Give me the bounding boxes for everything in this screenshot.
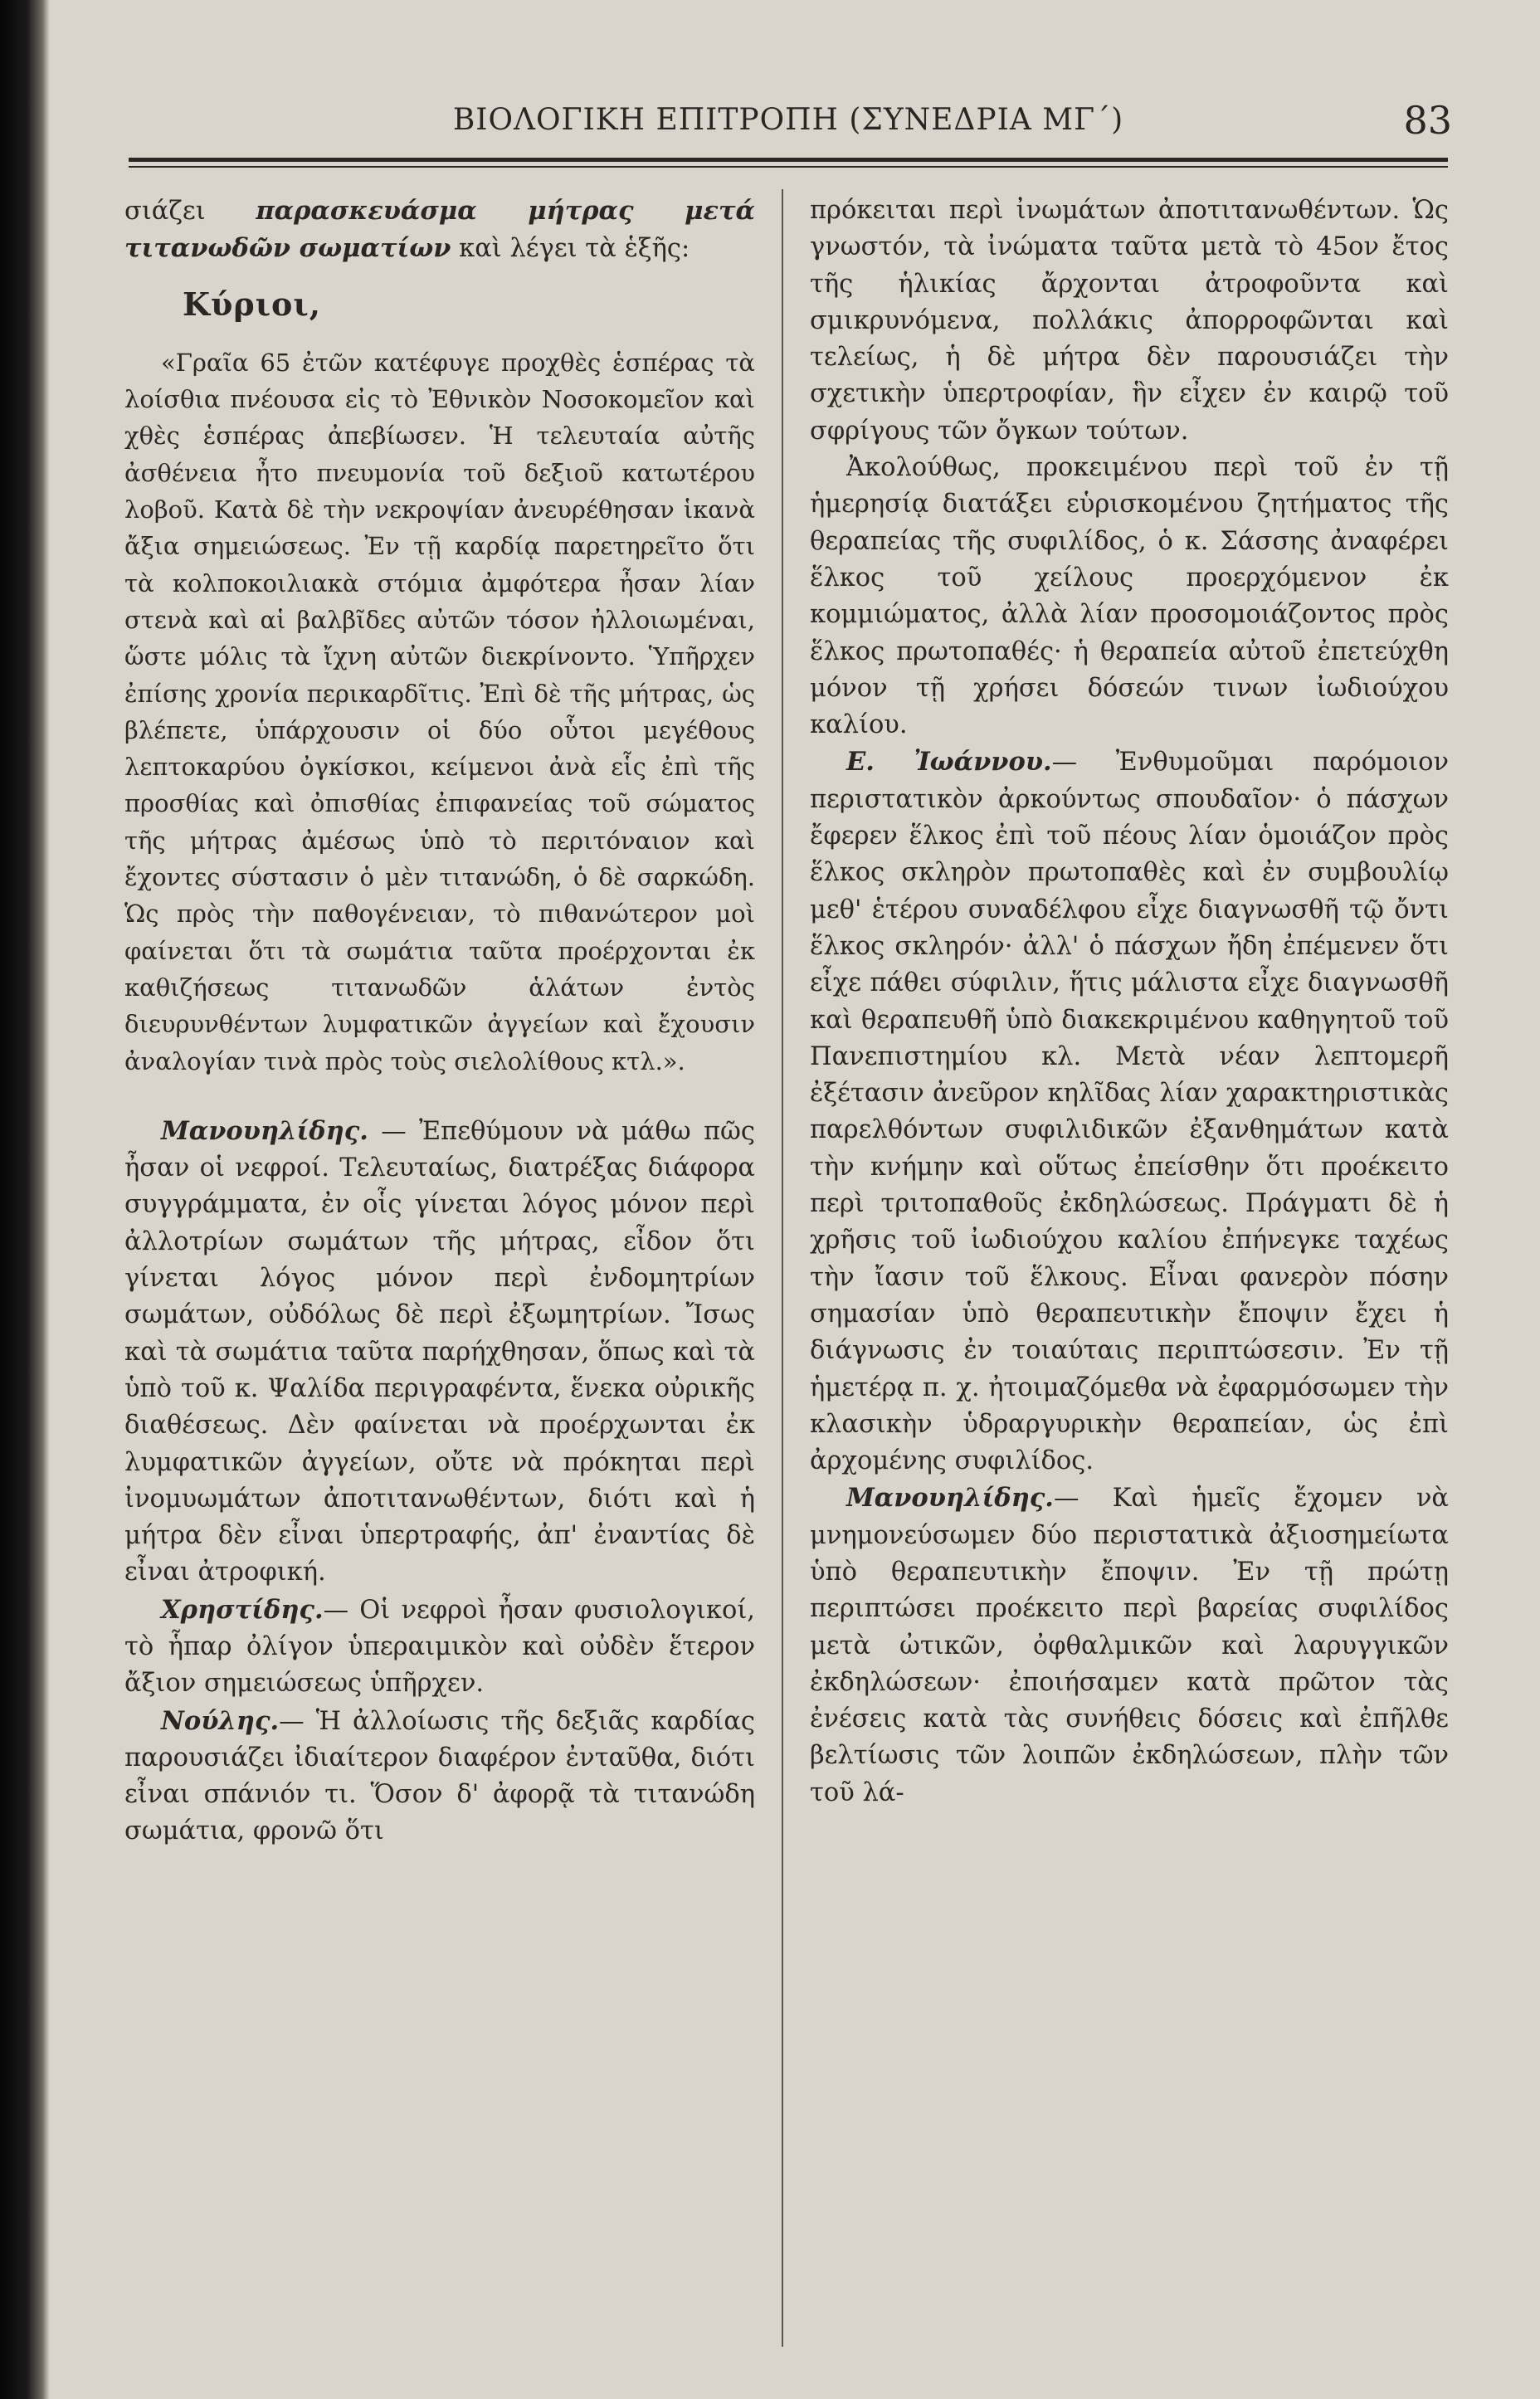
speaker-name: Νούλης. <box>161 1705 280 1736</box>
speaker-name: Μανουηλίδης. <box>161 1115 368 1146</box>
speaker-text: — Καὶ ἡμεῖς ἔχομεν νὰ μνημονεύσωμεν δύο περιστατικὰ ἀξιοσημείωτα ὑπὸ θεραπευτικὴν ἔποψιν. Ἐν τῇ πρώτῃ περιπτώσει προέκειτο περὶ βαρείας συφιλίδος μετὰ ὠτικῶν, ὀφθαλμικῶν καὶ λαρυγγικῶν ἐκδηλώσεων· ἐποιήσαμεν κατὰ πρῶτον τὰς ἐνέσεις κατὰ τὰς συνήθεις δόσεις καὶ ἐπῆλθε βελτίωσις τῶν λοιπῶν ἐκδηλώσεων, πλὴν τῶν τοῦ λά- <box>810 1484 1449 1807</box>
case-report-quote: «Γραῖα 65 ἐτῶν κατέφυγε προχθὲς ἑσπέρας τὰ λοίσθια πνέουσα εἰς τὸ Ἐθνικὸν Νοσοκομεῖον καὶ χθὲς ἑσπέρας ἀπεβίωσεν. Ἡ τελευταία αὐτῆς ἀσθένεια ἦτο πνευμονία τοῦ δεξιοῦ κατωτέρου λοβοῦ. Κατὰ δὲ τὴν νεκροψίαν ἀνευρέθησαν ἱκανὰ ἄξια σημειώσεως. Ἐν τῇ καρδίᾳ παρετηρεῖτο ὅτι τὰ κολποκοιλιακὰ στόμια ἀμφότερα ἦσαν λίαν στενὰ καὶ αἱ βαλβῖδες αὐτῶν τόσον ἠλλοιωμέναι, ὥστε μόλις τὰ ἴχνη αὐτῶν διεκρίνοντο. Ὑπῆρχεν ἐπίσης χρονία περικαρδῖτις. Ἐπὶ δὲ τῆς μήτρας, ὡς βλέπετε, ὑπάρχουσιν οἱ δύο οὗτοι μεγέθους λεπτοκαρύου ὀγκίσκοι, κείμενοι ἀνὰ εἷς ἐπὶ τῆς προσθίας καὶ ὀπισθίας ἐπιφανείας τοῦ σώματος τῆς μήτρας ἀμέσως ὑπὸ τὸ περιτόναιον καὶ ἔχοντες σύστασιν ὁ μὲν τιτανώδη, ὁ δὲ σαρκώδη. Ὡς πρὸς τὴν παθογένειαν, τὸ πιθανώτερον μοὶ φαίνεται ὅτι τὰ σωμάτια ταῦτα προέρχονται ἐκ καθιζήσεως τιτανωδῶν ἁλάτων ἐντὸς διευρυνθέντων λυμφατικῶν ἀγγείων καὶ ἔχουσιν ἀναλογίαν τινὰ πρὸς τοὺς σιελολίθους κτλ.». <box>124 348 755 1075</box>
page-header <box>124 98 1452 148</box>
speaker-name: Χρηστίδης. <box>161 1594 324 1625</box>
page-number: 83 <box>1403 98 1452 143</box>
salutation: Κύριοι, <box>183 285 322 323</box>
intro-text: σιάζει <box>124 197 256 226</box>
speaker-paragraph <box>810 744 1449 1480</box>
header-rule-thick <box>129 158 1448 162</box>
intro-text-end: καὶ λέγει τὰ ἑξῆς: <box>451 234 690 264</box>
spacer <box>124 1080 755 1113</box>
speaker-text: — Ἐνθυμοῦμαι παρόμοιον περιστατικὸν ἀρκούντως σπουδαῖον· ὁ πάσχων ἔφερεν ἕλκος ἐπὶ τοῦ πέους λίαν ὁμοιάζον πρὸς ἕλκος σκληρὸν πρωτοπαθὲς καὶ ἐν συμβουλίῳ μεθ' ἑτέρου συναδέλφου εἶχε διαγνωσθῆ τῷ ὄντι ἕλκος σκληρόν· ἀλλ' ὁ πάσχων ἤδη ἐπέμενεν ὅτι εἶχε πάθει σύφιλιν, ἥτις μάλιστα εἶχε διαγνωσθῆ καὶ θεραπευθῆ ὑπὸ διακεκριμένου καθηγητοῦ τοῦ Πανεπιστημίου κλ. Μετὰ νέαν λεπτομερῆ ἐξέτασιν ἀνεῦρον κηλῖδας λίαν χαρακτηριστικὰς παρελθόντων συφιλιδικῶν ἐξανθημάτων κατὰ τὴν κνήμην καὶ οὕτως ἐπείσθην ὅτι προέκειτο περὶ τριτοπαθοῦς ἐκδηλώσεως. Πράγματι δὲ ἡ χρῆσις τοῦ ἰωδιούχου καλίου ἐπήνεγκε ταχέως τὴν ἴασιν τοῦ ἕλκους. Εἶναι φανερὸν πόσην σημασίαν ὑπὸ θεραπευτικὴν ἔποψιν ἔχει ἡ διάγνωσις ἐν τοιαύταις περιπτώσεσιν. Ἐν τῇ ἡμετέρᾳ π. χ. ἠτοιμαζόμεθα νὰ ἐφαρμόσωμεν τὴν κλασικὴν ὑδραργυρικὴν θεραπείαν, ὡς ἐπὶ ἀρχομένης συφιλίδος. <box>810 748 1449 1476</box>
left-column <box>124 193 755 1850</box>
speaker-paragraph <box>124 1592 755 1703</box>
speaker-paragraph <box>124 1113 755 1592</box>
column-divider <box>782 189 783 2347</box>
book-spine-shadow <box>0 0 50 2399</box>
speaker-text: — Ἡ ἀλλοίωσις τῆς δεξιᾶς καρδίας παρουσιάζει ἰδιαίτερον διαφέρον ἐνταῦθα, διότι εἶναι σπάνιόν τι. Ὅσον δ' ἀφορᾷ τὰ τιτανώδη σωμάτια, φρονῶ ὅτι <box>124 1706 755 1846</box>
speaker-paragraph <box>810 1480 1449 1811</box>
speaker-text: — Οἱ νεφροὶ ἦσαν φυσιολογικοί, τὸ ἧπαρ ὀλίγον ὑπεραιμικὸν καὶ οὐδὲν ἕτερον ἄξιον σημειώσεως ὑπῆρχεν. <box>124 1595 755 1699</box>
running-title: ΒΙΟΛΟΓΙΚΗ ΕΠΙΤΡΟΠΗ (ΣΥΝΕΔΡΙΑ ΜΓ΄) <box>452 103 1124 137</box>
body-paragraph: Ἀκολούθως, προκειμένου περὶ τοῦ ἐν τῇ ἡμερησίᾳ διατάξει εὑρισκομένου ζητήματος τῆς θεραπείας τῆς συφιλίδος, ὁ κ. Σάσσης ἀναφέρει ἕλκος τοῦ χείλους προερχόμενον ἐκ κομμιώματος, ἀλλὰ λίαν προσομοιάζοντος πρὸς ἕλκος πρωτοπαθές· ἡ θεραπεία αὐτοῦ ἐπετεύχθη μόνον τῇ χρήσει δόσεών τινων ἰωδιούχου καλίου. <box>810 453 1449 740</box>
right-column <box>810 193 1449 1811</box>
header-rule-thin <box>129 166 1448 168</box>
speaker-name: Ε. Ἰωάννου. <box>846 747 1052 778</box>
speaker-name: Μανουηλίδης. <box>846 1483 1054 1514</box>
specimen-title: παρασκευάσμα μήτρας μετά τιτανωδῶν σωματίων <box>124 196 755 264</box>
speaker-paragraph <box>124 1703 755 1850</box>
speaker-text: — Ἐπεθύμουν νὰ μάθω πῶς ἦσαν οἱ νεφροί. Τελευταίως, διατρέξας διάφορα συγγράμματα, ἐν οἷς γίνεται λόγος μόνον περὶ ἀλλοτρίων σωμάτων τῆς μήτρας, εἶδον ὅτι γίνεται λόγος μόνον περὶ ἐνδομητρίων σωμάτων, οὐδόλως δὲ περὶ ἐξωμητρίων. Ἴσως καὶ τὰ σωμάτια ταῦτα παρήχθησαν, ὅπως καὶ τὰ ὑπὸ τοῦ κ. Ψαλίδα περιγραφέντα, ἕνεκα οὐρικῆς διαθέσεως. Δὲν φαίνεται νὰ προέρχωνται ἐκ λυμφατικῶν ἀγγείων, οὔτε νὰ πρόκηται περὶ ἰνομυωμάτων ἀποτιτανωθέντων, διότι καὶ ἡ μήτρα δὲν εἶναι ὑπερτραφής, ἀπ' ἐναντίας δὲ εἶναι ἀτροφική. <box>124 1116 755 1587</box>
continued-paragraph: πρόκειται περὶ ἰνωμάτων ἀποτιτανωθέντων. Ὡς γνωστόν, τὰ ἰνώματα ταῦτα μετὰ τὸ 45ον ἔτος τῆς ἡλικίας ἄρχονται ἀτροφοῦντα καὶ σμικρυνόμενα, πολλάκις ἀπορροφῶνται καὶ τελείως, ἡ δὲ μήτρα δὲν παρουσιάζει τὴν σχετικὴν ὑπερτροφίαν, ἣν εἶχεν ἐν καιρῷ τοῦ σφρίγους τῶν ὄγκων τούτων. <box>810 196 1449 446</box>
intro-paragraph <box>124 193 755 268</box>
